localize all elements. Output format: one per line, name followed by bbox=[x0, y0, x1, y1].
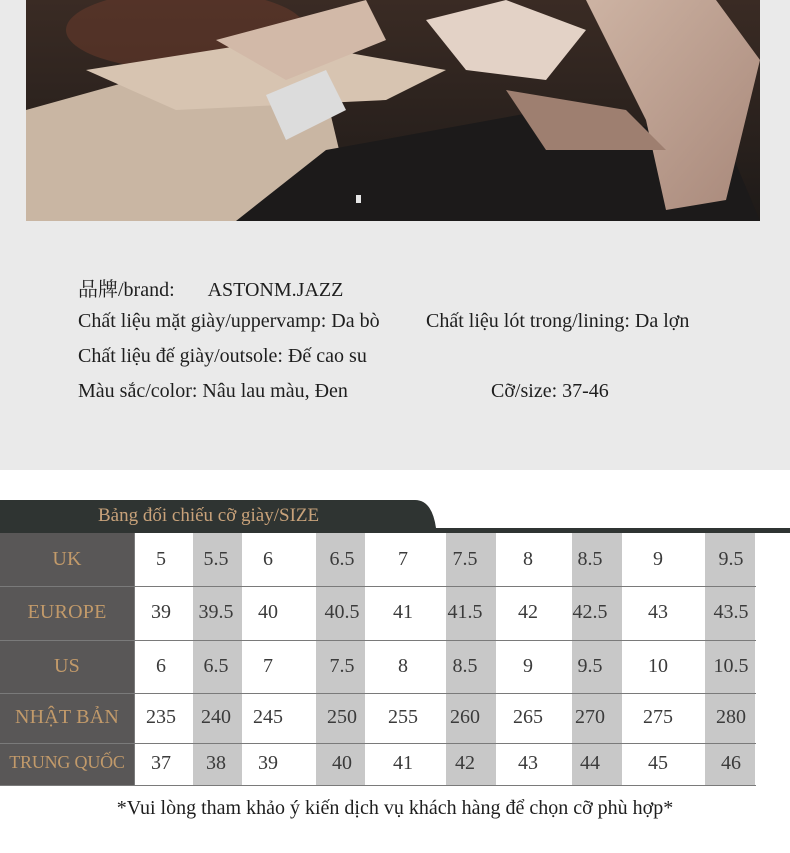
size-cell: 8.5 bbox=[577, 547, 603, 570]
lining-label: Chất liệu lót trong/lining: bbox=[426, 310, 630, 332]
size-cell: 44 bbox=[580, 752, 600, 774]
size-cell: 280 bbox=[716, 706, 746, 728]
size-cell: 250 bbox=[327, 706, 357, 728]
size-cell: 41 bbox=[393, 752, 413, 774]
size-cell: 275 bbox=[643, 706, 673, 728]
size-cell: 9.5 bbox=[577, 654, 603, 677]
size-cell: 37 bbox=[151, 752, 171, 774]
color-value: Nâu lau màu, Đen bbox=[202, 380, 348, 402]
size-cell: 6 bbox=[263, 547, 273, 570]
size-cell: 7 bbox=[398, 547, 408, 570]
size-cell: 46 bbox=[721, 752, 741, 774]
size-cell: 240 bbox=[201, 706, 231, 728]
size-cell: 43.5 bbox=[713, 601, 749, 623]
size-cell: 39 bbox=[258, 752, 278, 774]
size-cell: 7 bbox=[263, 654, 273, 677]
size-cell: 6 bbox=[156, 654, 166, 677]
size-cell: 245 bbox=[253, 706, 283, 728]
size-cell: 10.5 bbox=[713, 654, 749, 677]
size-cell: 42.5 bbox=[572, 601, 608, 623]
size-cell: 41.5 bbox=[447, 601, 483, 623]
size-cell: 6.5 bbox=[203, 654, 229, 677]
section-divider bbox=[0, 470, 790, 500]
row-divider bbox=[0, 693, 756, 694]
size-cell: 39.5 bbox=[198, 601, 234, 623]
lining-material-line bbox=[426, 310, 689, 333]
size-cell: 7.5 bbox=[452, 547, 478, 570]
size-chart-title: Bảng đối chiếu cỡ giày/SIZE bbox=[98, 505, 320, 526]
size-row-label: US bbox=[54, 654, 80, 677]
size-cell: 8 bbox=[523, 547, 533, 570]
size-cell: 10 bbox=[648, 654, 668, 677]
size-cell: 5.5 bbox=[203, 547, 229, 570]
size-row-label: TRUNG QUỐC bbox=[9, 752, 125, 772]
brand-value: ASTONM.JAZZ bbox=[207, 279, 344, 301]
brand-line bbox=[78, 273, 343, 302]
upper-value: Da bò bbox=[331, 310, 380, 332]
outsole-value: Đế cao su bbox=[287, 345, 367, 367]
size-cell: 39 bbox=[151, 601, 171, 623]
size-row-label: UK bbox=[52, 547, 82, 570]
size-advice-note: *Vui lòng tham khảo ý kiến dịch vụ khách hàng để chọn cỡ phù hợp* bbox=[116, 797, 674, 819]
size-row-label: NHẬT BẢN bbox=[14, 706, 119, 728]
size-label: Cỡ/size: bbox=[491, 380, 558, 402]
size-cell: 260 bbox=[450, 706, 480, 728]
size-cell: 5 bbox=[156, 547, 166, 570]
upper-label: Chất liệu mặt giày/uppervamp: bbox=[78, 310, 327, 332]
size-cell: 42 bbox=[455, 752, 475, 774]
size-cell: 6.5 bbox=[329, 547, 355, 570]
size-cell: 45 bbox=[648, 752, 668, 774]
color-line bbox=[78, 380, 348, 403]
size-cell: 9 bbox=[653, 547, 663, 570]
size-cell: 9.5 bbox=[718, 547, 744, 570]
upper-material-line bbox=[78, 310, 380, 333]
size-cell: 265 bbox=[513, 706, 543, 728]
size-cell: 40 bbox=[332, 752, 352, 774]
row-divider bbox=[0, 640, 756, 641]
outsole-label: Chất liệu đế giày/outsole: bbox=[78, 345, 283, 367]
size-cell: 43 bbox=[518, 752, 538, 774]
size-cell: 8.5 bbox=[452, 654, 478, 677]
row-divider bbox=[0, 785, 756, 786]
size-cell: 270 bbox=[575, 706, 605, 728]
size-value: 37-46 bbox=[562, 380, 609, 402]
size-cell: 8 bbox=[398, 654, 408, 677]
leather-pattern-photo bbox=[26, 0, 760, 221]
size-cell: 7.5 bbox=[329, 654, 355, 677]
color-label: Màu sắc/color: bbox=[78, 380, 198, 402]
size-cell: 43 bbox=[648, 601, 668, 623]
row-divider bbox=[0, 586, 756, 587]
size-cell: 40 bbox=[258, 601, 278, 623]
size-cell: 41 bbox=[393, 601, 413, 623]
size-range-line bbox=[491, 380, 609, 403]
outsole-material-line bbox=[78, 345, 367, 368]
size-cell: 255 bbox=[388, 706, 418, 728]
row-divider bbox=[0, 743, 756, 744]
size-cell: 9 bbox=[523, 654, 533, 677]
size-row-label: EUROPE bbox=[27, 601, 107, 623]
size-cell: 38 bbox=[206, 752, 226, 774]
size-cell: 235 bbox=[146, 706, 176, 728]
brand-label: 品牌/brand: bbox=[78, 279, 175, 301]
size-cell: 42 bbox=[518, 601, 538, 623]
lining-value: Da lợn bbox=[634, 310, 690, 332]
size-cell: 40.5 bbox=[324, 601, 360, 623]
